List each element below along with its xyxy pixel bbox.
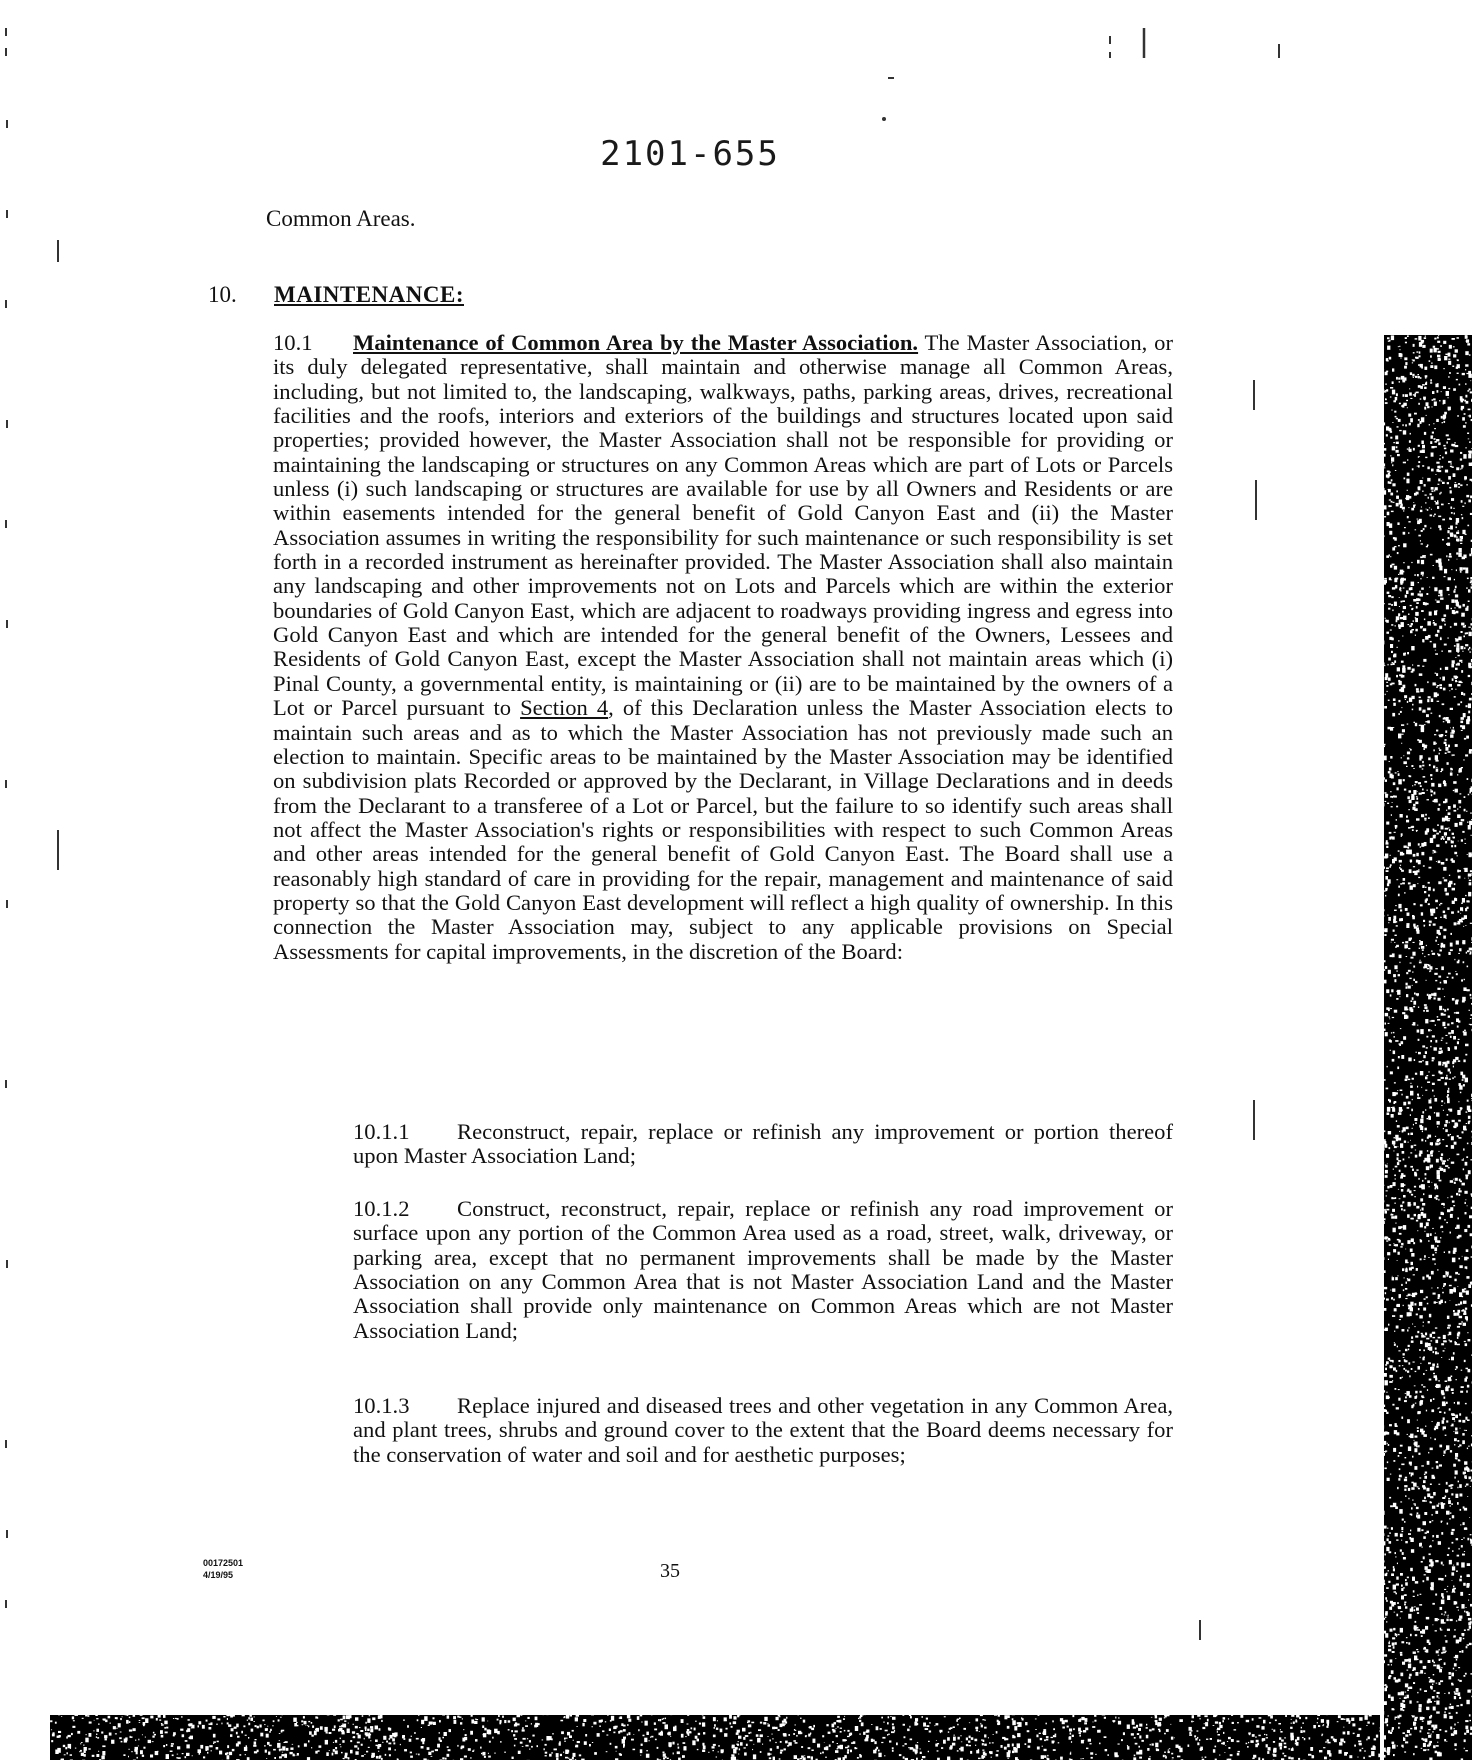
section-reference: Section 4	[520, 695, 609, 721]
subparagraph-text: Replace injured and diseased trees and other vegetation in any Common Area, and plant trees, shrubs and ground cover to the extent that the Board deems necessary for the conservation of water and soil and for aesthetic purposes;	[353, 1393, 1173, 1467]
subparagraph-number: 10.1.1	[353, 1119, 410, 1144]
document-id	[203, 1557, 243, 1581]
subparagraph-number: 10.1.3	[353, 1393, 410, 1418]
section-number: 10.	[208, 282, 237, 307]
subparagraph-text: Reconstruct, repair, replace or refinish any improvement or portion thereof upon Master Association Land;	[353, 1119, 1173, 1169]
scan-noise-bottom-edge	[50, 1685, 1380, 1760]
section-title: MAINTENANCE:	[274, 282, 464, 307]
page-number: 35	[660, 1560, 680, 1582]
document-date: 4/19/95	[203, 1570, 234, 1580]
scan-noise-right-edge	[1380, 335, 1472, 1760]
subparagraph-number: 10.1.2	[353, 1196, 410, 1221]
recording-number: 2101-655	[600, 134, 780, 174]
document-code: 00172501	[203, 1558, 244, 1568]
continuation-text: Common Areas.	[266, 206, 416, 231]
paragraph-text-part-1: The Master Association, or its duly delegated representative, shall maintain and otherwise manage all Common Areas, including, but not limited to, the landscaping, walkways, paths, parking areas, drives, recreational facilities and the roofs, interiors and exteriors of the buildings and structures located upon said properties; provided however, the Master Association shall not be responsible for providing or maintaining the landscaping or structures on any Common Areas which are part of Lots or Parcels unless (i) such landscaping or structures are available for use by all Owners and Residents or are within easements intended for the general benefit of Gold Canyon East and (ii) the Master Association assumes in writing the responsibility for such maintenance or such responsibility is set forth in a recorded instrument as hereinafter provided. The Master Association shall also maintain any landscaping and other improvements not on Lots and Parcels which are within the exterior boundaries of Gold Canyon East, which are adjacent to roadways providing ingress and egress into Gold Canyon East and which are intended for the general benefit of the Owners, Lessees and Residents of Gold Canyon East, except the Master Association shall not maintain areas which (i) Pinal County, a governmental entity, is maintaining or (ii) are to be maintained by the owners of a Lot or Parcel pursuant to	[273, 330, 1173, 721]
subparagraph-10-1-2	[353, 1197, 1173, 1343]
section-heading	[208, 282, 464, 308]
subparagraph-10-1-1	[353, 1120, 1173, 1169]
paragraph-text-part-2: , of this Declaration unless the Master Association elects to maintain such areas and as to which the Master Association has not previously made such an election to maintain. Specific areas to be maintained by the Master Association may be identified on subdivision plats Recorded or approved by the Declarant, in Village Declarations and in deeds from the Declarant to a transferee of a Lot or Parcel, but the failure to so identify such areas shall not affect the Master Association's rights or responsibilities with respect to such Common Areas and other areas intended for the general benefit of Gold Canyon East. The Board shall use a reasonably high standard of care in providing for the repair, management and maintenance of said property so that the Gold Canyon East development will reflect a high quality of ownership. In this connection the Master Association may, subject to any applicable provisions on Special Assessments for capital improvements, in the discretion of the Board:	[273, 695, 1173, 964]
subparagraph-10-1-3	[353, 1394, 1173, 1467]
subparagraph-text: Construct, reconstruct, repair, replace or refinish any road improvement or surface upon any portion of the Common Area used as a road, street, walk, driveway, or parking area, except that no permanent improvements shall be made by the Master Association on any Common Area that is not Master Association Land and the Master Association shall provide only maintenance on Common Areas which are not Master Association Land;	[353, 1196, 1173, 1343]
paragraph-number: 10.1	[273, 330, 313, 355]
paragraph-10-1	[273, 331, 1173, 964]
paragraph-heading: Maintenance of Common Area by the Master Association.	[353, 330, 919, 355]
